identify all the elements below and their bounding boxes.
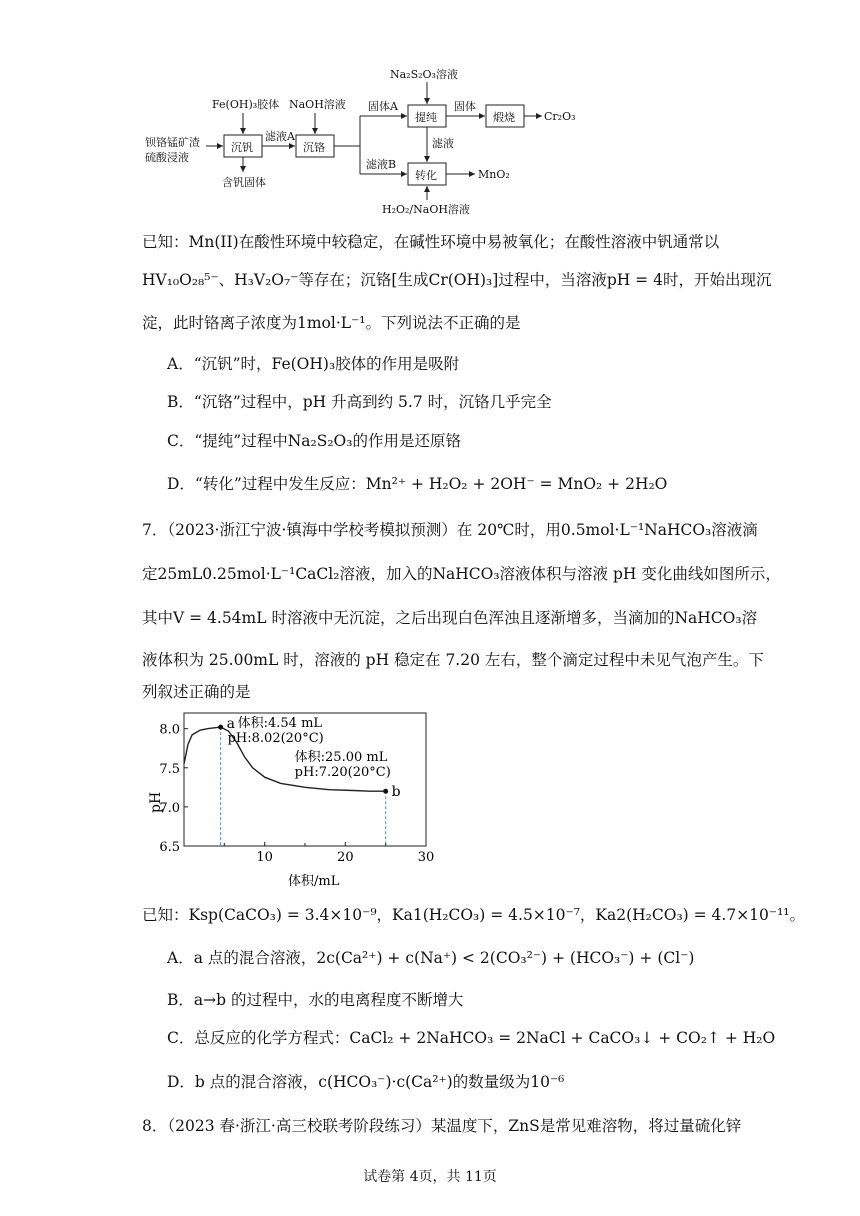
y-tick-label: 8.0 — [159, 722, 180, 738]
reagent-na2s2o3: Na₂S₂O₃溶液 — [390, 68, 458, 81]
q6-option-a: A．“沉钒”时，Fe(OH)₃胶体的作用是吸附 — [167, 355, 460, 373]
point-b — [383, 789, 388, 794]
box-duanshao-label: 煅烧 — [493, 111, 515, 124]
point-a — [218, 725, 223, 730]
input-label-2: 硫酸浸液 — [145, 151, 189, 164]
point-note-volume-a: 体积:4.54 mL — [237, 716, 323, 732]
q7-option-d: D．b 点的混合溶液，c(HCO₃⁻)·c(Ca²⁺)的数量级为10⁻⁶ — [167, 1073, 565, 1091]
label-filtrate: 滤液 — [432, 137, 454, 150]
q7-stem-line2: 定25mL0.25mol·L⁻¹CaCl₂溶液，加入的NaHCO₃溶液体积与溶液 pH 变化曲线如图所示， — [142, 565, 781, 583]
q6-known-line2 — [142, 268, 771, 290]
box-tichun-label: 提纯 — [415, 111, 437, 124]
ph-titration-chart — [148, 705, 448, 890]
page-footer: 试卷第 4页，共 11页 — [363, 1169, 497, 1185]
q6-known-line1: 已知：Mn(II)在酸性环境中较稳定，在碱性环境中易被氧化；在酸性溶液中钒通常以 — [142, 233, 720, 251]
q7-option-c: C．总反应的化学方程式：CaCl₂ + 2NaHCO₃ = 2NaCl + CaCO₃↓ + CO₂↑ + H₂O — [167, 1029, 776, 1047]
reagent-naoh: NaOH溶液 — [289, 98, 346, 111]
q6-known-line3: 淀，此时铬离子浓度为1mol·L⁻¹。下列说法不正确的是 — [142, 314, 521, 332]
process-flowchart — [140, 64, 600, 220]
label-filtrate-a: 滤液A — [265, 130, 295, 143]
q7-known-constants: 已知：Ksp(CaCO₃) = 3.4×10⁻⁹，Ka1(H₂CO₃) = 4.5×10⁻⁷，Ka2(H₂CO₃) = 4.7×10⁻¹¹。 — [142, 906, 806, 924]
q7-stem-line4: 液体积为 25.00mL 时，溶液的 pH 稳定在 7.20 左右，整个滴定过程中未见气泡产生。下 — [142, 651, 764, 669]
q7-stem-line1: 7．（2023·浙江宁波·镇海中学校考模拟预测）在 20℃时，用0.5mol·L⁻¹NaHCO₃溶液滴 — [142, 521, 758, 539]
out-vanadium-solid: 含钒固体 — [222, 176, 266, 189]
q6-option-c: C．“提纯”过程中Na₂S₂O₃的作用是还原铬 — [167, 432, 461, 450]
label-filtrate-b: 滤液B — [366, 158, 397, 171]
q6-known-line2-rest: 等存在；沉铬[生成Cr(OH)₃]过程中，当溶液pH = 4时，开始出现沉 — [298, 271, 772, 289]
x-axis-label: 体积/mL — [288, 874, 340, 889]
product-mno2: MnO₂ — [478, 168, 510, 181]
q6-option-d: D．“转化”过程中发生反应：Mn²⁺ + H₂O₂ + 2OH⁻ = MnO₂ + 2H₂O — [167, 475, 668, 493]
point-note-ph-b: pH:7.20(20°C) — [294, 765, 391, 781]
q6-vanadium-species: HV₁₀O₂₈⁵⁻、H₃V₂O₇⁻ — [142, 271, 299, 289]
y-tick-label: 7.0 — [159, 800, 180, 816]
y-tick-label: 7.5 — [159, 761, 180, 777]
x-tick-label: 20 — [337, 850, 354, 865]
point-label-a: a — [226, 716, 235, 733]
point-note-ph-a: pH:8.02(20°C) — [227, 731, 324, 747]
x-tick-label: 10 — [256, 850, 273, 865]
q7-stem-line3: 其中V = 4.54mL 时溶液中无沉淀，之后出现白色浑浊且逐渐增多，当滴加的NaHCO₃溶 — [142, 609, 758, 627]
reagent-h2o2-naoh: H₂O₂/NaOH溶液 — [382, 203, 470, 216]
q7-stem-line5: 列叙述正确的是 — [142, 683, 251, 701]
label-solid: 固体 — [454, 100, 476, 113]
box-chenfan-label: 沉钒 — [231, 141, 253, 154]
q7-option-a: A．a 点的混合溶液，2c(Ca²⁺) + c(Na⁺) < 2(CO₃²⁻) + (HCO₃⁻) + (Cl⁻) — [167, 949, 695, 967]
box-chenge-label: 沉铬 — [303, 141, 325, 154]
box-zhuanhua-label: 转化 — [415, 169, 437, 182]
point-label-b: b — [391, 784, 401, 801]
x-tick-label: 30 — [417, 850, 435, 865]
y-tick-label: 6.5 — [159, 840, 180, 855]
label-solid-a: 固体A — [368, 100, 398, 113]
q7-option-b: B．a→b 的过程中，水的电离程度不断增大 — [167, 991, 464, 1009]
q8-stem-line1: 8．（2023 春·浙江·高三校联考阶段练习）某温度下，ZnS是常见难溶物，将过量硫化锌 — [142, 1117, 742, 1135]
point-note-volume-b: 体积:25.00 mL — [294, 750, 388, 766]
product-cr2o3: Cr₂O₃ — [544, 110, 576, 123]
reagent-feoh3: Fe(OH)₃胶体 — [212, 98, 280, 111]
y-axis-label: pH — [148, 791, 164, 813]
input-label-1: 钡铬锰矿渣 — [145, 136, 200, 149]
q6-option-b: B．“沉铬”过程中，pH 升高到约 5.7 时，沉铬几乎完全 — [167, 393, 552, 411]
